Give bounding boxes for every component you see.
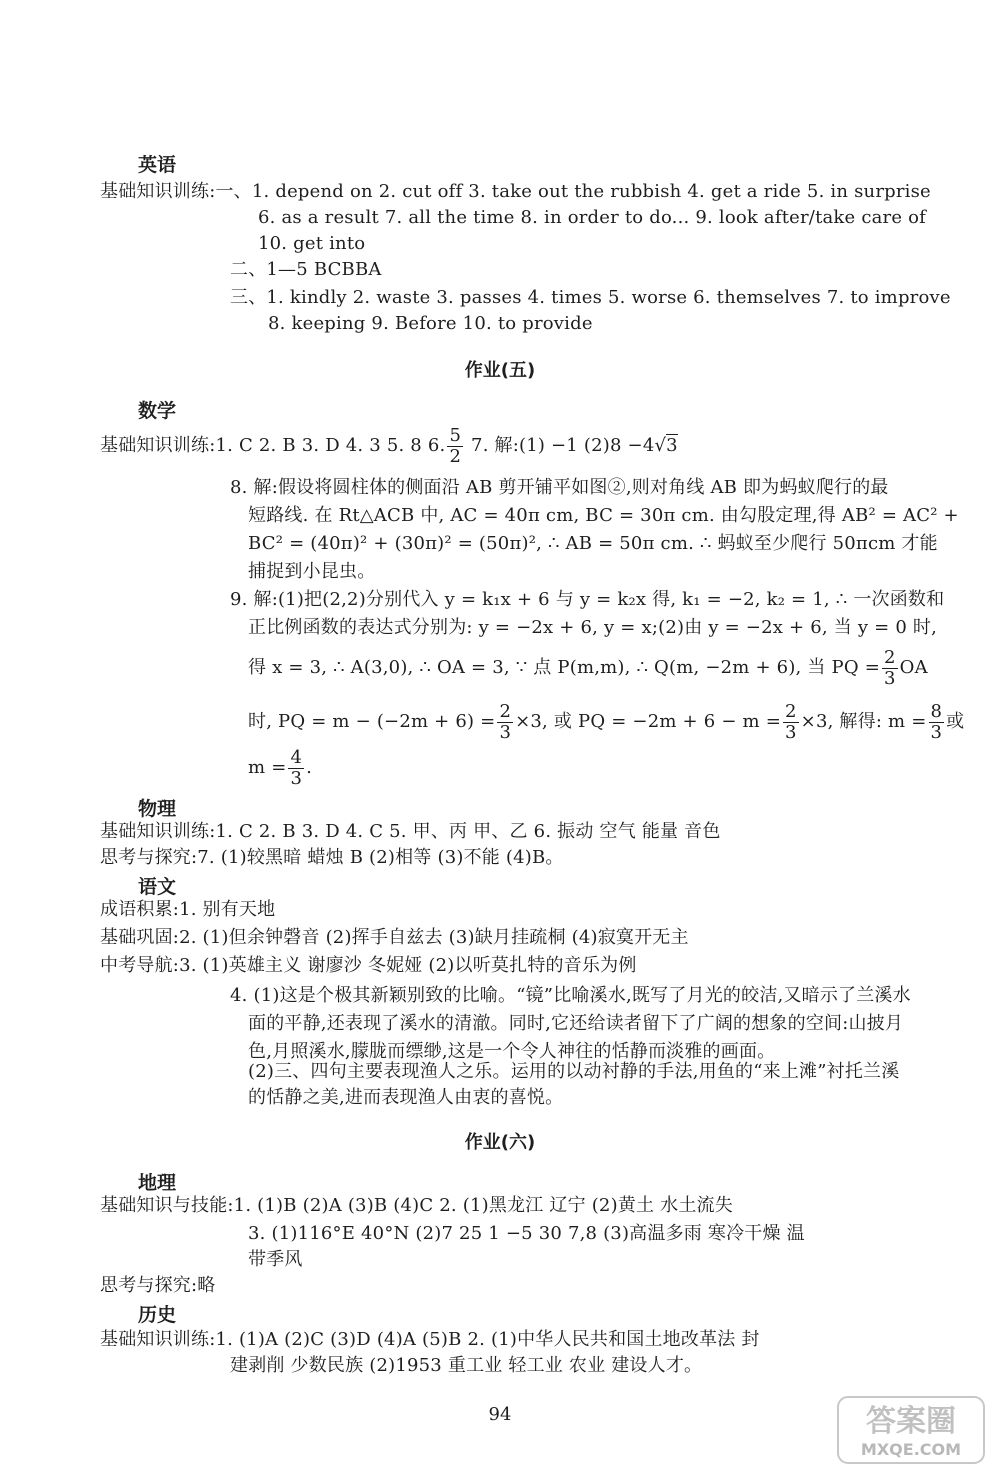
math-q9-line-4c: ×3, 解得: m = (800, 711, 927, 732)
fraction-numerator: 2 (785, 700, 797, 722)
fraction-numerator: 4 (290, 746, 303, 768)
math-q9-line-4e: 或 (946, 711, 965, 732)
watermark-bottom-text: MXQE.COM (860, 1440, 962, 1459)
math-q9-line-5b: . (306, 757, 313, 778)
math-q8-line-3: BC² = (40π)² + (30π)² = (50π)², ∴ AB = 50π cm. ∴ 蚂蚁至少爬行 50πcm 才能 (248, 533, 938, 554)
physics-line-1: 基础知识训练:1. C 2. B 3. D 4. C 5. 甲、丙 甲、乙 6. 振动 空气 能量 音色 (100, 821, 721, 842)
physics-heading: 物理 (138, 798, 177, 820)
watermark-top-text: 答案圈 (866, 1404, 956, 1439)
chinese-line-8: 的恬静之美,进而表现渔人由衷的喜悦。 (248, 1087, 564, 1108)
fraction-numerator: 5 (449, 424, 462, 446)
chinese-line-6: 色,月照溪水,朦胧而缥缈,这是一个令人神往的恬静而淡雅的画面。 (248, 1041, 776, 1062)
chinese-line-1: 成语积累:1. 别有天地 (100, 899, 276, 920)
math-q9-line-5 (248, 746, 312, 790)
history-line-2: 建剥削 少数民族 (2)1953 重工业 轻工业 农业 建设人才。 (230, 1355, 703, 1376)
fraction-denominator: 3 (499, 721, 512, 743)
math-line-1 (100, 424, 678, 468)
physics-line-2: 思考与探究:7. (1)较黑暗 蜡烛 B (2)相等 (3)不能 (4)B。 (100, 847, 564, 868)
math-q9-line-3a: 得 x = 3, ∴ A(3,0), ∴ OA = 3, ∵ 点 P(m,m), ∴ Q(m, −2m + 6), 当 PQ = (248, 657, 880, 678)
fraction-numerator: 8 (930, 700, 943, 722)
geography-heading: 地理 (138, 1172, 177, 1194)
math-q9-line-3b: OA (899, 657, 928, 678)
english-line-3: 10. get into (258, 233, 366, 254)
fraction-4-3 (288, 748, 304, 789)
fraction-8-3 (929, 702, 945, 743)
fraction-numerator: 2 (499, 700, 512, 722)
geography-line-2: 3. (1)116°E 40°N (2)7 25 1 −5 30 7,8 (3)高温多雨 寒冷干燥 温 (248, 1223, 805, 1244)
english-line-2: 6. as a result 7. all the time 8. in order to do... 9. look after/take care of (258, 207, 927, 228)
chinese-line-4: 4. (1)这是个极其新颖别致的比喻。“镜”比喻溪水,既写了月光的皎洁,又暗示了兰溪水 (230, 985, 911, 1006)
english-line-1: 基础知识训练:一、1. depend on 2. cut off 3. take out the rubbish 4. get a ride 5. in surprise (100, 181, 931, 202)
chinese-heading: 语文 (138, 876, 177, 898)
math-line-1b: 7. 解:(1) −1 (2)8 −4 (465, 435, 655, 456)
chinese-line-5: 面的平静,还表现了溪水的清澈。同时,它还给读者留下了广阔的想象的空间:山披月 (248, 1013, 904, 1034)
math-q9-line-5a: m = (248, 757, 287, 778)
fraction-denominator: 3 (785, 721, 797, 743)
history-line-1: 基础知识训练:1. (1)A (2)C (3)D (4)A (5)B 2. (1)中华人民共和国土地改革法 封 (100, 1329, 760, 1350)
english-line-4: 二、1—5 BCBBA (230, 259, 382, 280)
geography-line-3: 带季风 (248, 1249, 303, 1270)
chinese-line-3: 中考导航:3. (1)英雄主义 谢廖沙 冬妮娅 (2)以听莫扎特的音乐为例 (100, 955, 637, 976)
history-heading: 历史 (138, 1304, 177, 1326)
sqrt-radicand: 3 (666, 435, 678, 456)
math-q9-line-1: 9. 解:(1)把(2,2)分别代入 y = k₁x + 6 与 y = k₂x 得, k₁ = −2, k₂ = 1, ∴ 一次函数和 (230, 589, 945, 610)
math-heading: 数学 (138, 400, 177, 422)
english-line-5: 三、1. kindly 2. waste 3. passes 4. times 5. worse 6. themselves 7. to improve (230, 287, 951, 308)
fraction-denominator: 3 (290, 767, 303, 789)
math-line-1a: 基础知识训练:1. C 2. B 3. D 4. 3 5. 8 6. (100, 435, 446, 456)
english-heading: 英语 (138, 154, 177, 176)
chinese-line-2: 基础巩固:2. (1)但余钟磬音 (2)挥手自兹去 (3)缺月挂疏桐 (4)寂寞开无主 (100, 927, 689, 948)
math-q9-line-3 (248, 646, 928, 690)
math-q8-line-1: 8. 解:假设将圆柱体的侧面沿 AB 剪开铺平如图②,则对角线 AB 即为蚂蚁爬行的最 (230, 477, 889, 498)
homework-6-title: 作业(六) (464, 1132, 536, 1153)
geography-line-4: 思考与探究:略 (100, 1275, 216, 1296)
homework-5-title: 作业(五) (464, 360, 536, 381)
page-number: 94 (488, 1404, 512, 1425)
fraction-2-3 (882, 648, 898, 689)
chinese-line-7: (2)三、四句主要表现渔人之乐。运用的以动衬静的手法,用鱼的“来上滩”衬托兰溪 (248, 1061, 900, 1082)
fraction-2-3 (783, 702, 799, 743)
fraction-denominator: 2 (449, 445, 462, 467)
math-q9-line-4a: 时, PQ = m − (−2m + 6) = (248, 711, 496, 732)
fraction-denominator: 3 (930, 721, 943, 743)
geography-line-1: 基础知识与技能:1. (1)B (2)A (3)B (4)C 2. (1)黑龙江 辽宁 (2)黄土 水土流失 (100, 1195, 733, 1216)
math-q8-line-4: 捕捉到小昆虫。 (248, 561, 376, 582)
sqrt-icon: √ (654, 435, 667, 456)
fraction-denominator: 3 (884, 667, 896, 689)
fraction-numerator: 2 (884, 646, 896, 668)
fraction-5-2 (447, 426, 463, 467)
english-line-6: 8. keeping 9. Before 10. to provide (268, 313, 593, 334)
watermark-icon (836, 1395, 986, 1465)
math-q8-line-2: 短路线. 在 Rt△ACB 中, AC = 40π cm, BC = 30π cm. 由勾股定理,得 AB² = AC² + (248, 505, 959, 526)
math-q9-line-4 (248, 700, 964, 744)
watermark-logo (836, 1395, 986, 1465)
fraction-2-3 (497, 702, 513, 743)
math-q9-line-4b: ×3, 或 PQ = −2m + 6 − m = (515, 711, 781, 732)
math-q9-line-2: 正比例函数的表达式分别为: y = −2x + 6, y = x;(2)由 y = −2x + 6, 当 y = 0 时, (248, 617, 938, 638)
